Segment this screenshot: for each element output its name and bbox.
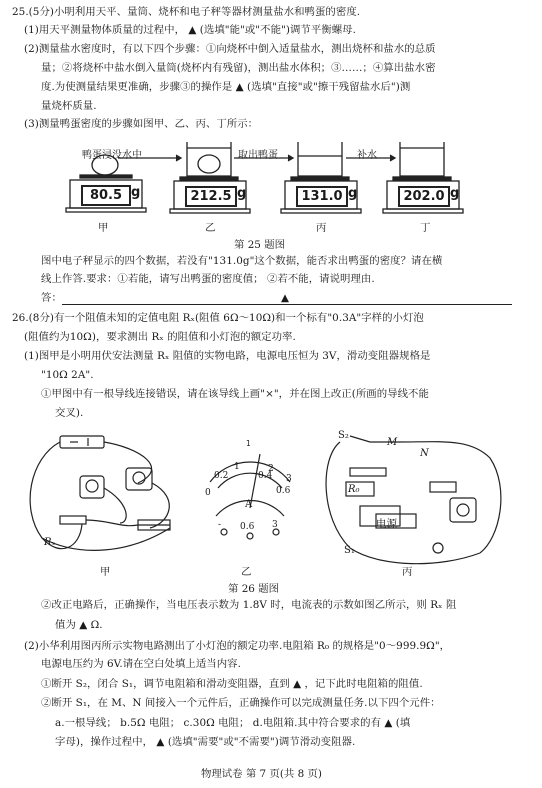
meter-tick-0-6: 0.6 xyxy=(276,486,291,496)
label-m: M xyxy=(387,437,398,448)
meter-tick-1: 1 xyxy=(234,462,240,472)
label-power: 电源 xyxy=(376,518,397,530)
figure-25-caption: 第 25 题图 xyxy=(234,239,285,251)
meter-terminal-3: 3 xyxy=(272,520,278,530)
scale-unit-1: g xyxy=(131,185,141,200)
q25-line8: 图中电子秤显示的四个数据，若没有"131.0g"这个数据，能否求出鸭蛋的密度？请在横 xyxy=(41,255,443,267)
q26-line13: a.一根导线； b.5Ω 电阻； c.30Ω 电阻； d.电阻箱.其中符合要求的有 ▲ (填 xyxy=(55,717,411,729)
label-yi-25: 乙 xyxy=(205,222,216,234)
q26-line14: 字母)，操作过程中， ▲ (选填"需要"或"不需要")调节滑动变阻器. xyxy=(55,736,356,748)
q25-line1: 25.(5分)小明利用天平、量筒、烧杯和电子秤等器材测量盐水和鸭蛋的密度. xyxy=(12,6,361,18)
q25-line3: (2)测量盐水密度时，有以下四个步骤：①向烧杯中倒入适量盐水，测出烧杯和盐水的总质 xyxy=(24,43,436,55)
label-rx: Rₓ xyxy=(44,537,56,548)
q26-line10: 电源电压约为 6V.请在空白处填上适当内容. xyxy=(41,658,241,670)
meter-tick-0: 0 xyxy=(205,488,211,498)
scale-unit-3: g xyxy=(348,186,358,201)
q25-answer-mark: ▲ xyxy=(281,292,290,304)
q25-answer-label: 答： xyxy=(41,292,62,304)
scale-unit-2: g xyxy=(237,186,247,201)
q25-line4: 量；②将烧杯中盐水倒入量筒(烧杯内有残留)，测出盐水体积；③……；④算出盐水密 xyxy=(41,62,436,74)
q25-line2: (1)用天平测量物体质量的过程中， ▲ (选填"能"或"不能")调节平衡螺母. xyxy=(24,24,356,36)
figure-26-caption: 第 26 题图 xyxy=(228,583,279,595)
q26-line8: 值为 ▲ Ω. xyxy=(55,619,103,631)
q26-line9: (2)小华利用图丙所示实物电路测出了小灯泡的额定功率.电阻箱 R₀ 的规格是"0～999.9Ω"， xyxy=(24,640,451,652)
scale-unit-4: g xyxy=(450,186,460,201)
label-s2: S₂ xyxy=(338,430,349,441)
arrow-label-remove: 取出鸭蛋 xyxy=(238,150,278,161)
page-footer: 物理试卷 第 7 页(共 8 页) xyxy=(201,768,322,780)
q26-line4: "10Ω 2A". xyxy=(41,369,94,381)
scale-reading-3: 131.0 xyxy=(296,186,348,207)
meter-tick-3: 3 xyxy=(286,474,292,484)
label-bing-26: 丙 xyxy=(402,566,413,578)
q26-line12: ②断开 S₁，在 M、N 间接入一个元件后，正确操作可以完成测量任务.以下四个元件： xyxy=(41,697,441,709)
label-r0: R₀ xyxy=(348,484,360,495)
label-yi-26: 乙 xyxy=(241,566,252,578)
figure-26-circuits xyxy=(20,428,530,578)
meter-terminal-neg: - xyxy=(218,520,222,530)
q26-line11: ①断开 S₂，闭合 S₁，调节电阻箱和滑动变阻器，直到 ▲ ，记下此时电阻箱的阻值. xyxy=(41,678,423,690)
label-ding-25: 丁 xyxy=(420,222,431,234)
meter-tick-0-2: 0.2 xyxy=(214,471,229,481)
q26-line3: (1)图甲是小明用伏安法测量 Rₓ 阻值的实物电路，电源电压恒为 3V，滑动变阻器规格是 xyxy=(24,350,431,362)
meter-tick-0-4: 0.4 xyxy=(258,471,273,481)
q26-line7: ②改正电路后，正确操作，当电压表示数为 1.8V 时，电流表的示数如图乙所示，则 Rₓ 阻 xyxy=(41,599,457,611)
q25-line9: 线上作答.要求：①若能，请写出鸭蛋的密度值； ②若不能，请说明理由. xyxy=(41,273,375,285)
label-bing-25: 丙 xyxy=(316,222,327,234)
q25-line7: (3)测量鸭蛋密度的步骤如图甲、乙、丙、丁所示： xyxy=(24,118,259,130)
q26-line2: (阻值约为10Ω)，要求测出 Rₓ 的阻值和小灯泡的额定功率. xyxy=(24,331,296,343)
arrow-label-refill: 补水 xyxy=(357,150,377,161)
q26-line5: ①甲图中有一根导线连接错误，请在该导线上画"×"，并在图上改正(所画的导线不能 xyxy=(41,388,429,400)
meter-tick-2: 2 xyxy=(268,464,274,474)
meter-terminal-0-6: 0.6 xyxy=(240,522,255,532)
label-s1: S₁ xyxy=(344,545,355,556)
q25-line6: 量烧杯质量. xyxy=(41,100,97,112)
label-jia-25: 甲 xyxy=(98,222,109,234)
arrow-label-immerse: 鸭蛋浸没水中 xyxy=(82,150,142,161)
label-n: N xyxy=(420,448,429,459)
q25-line5: 度.为使测量结果更准确，步骤③的操作是 ▲ (选填"直接"或"擦干残留盐水后")测 xyxy=(41,81,411,93)
q26-line1: 26.(8分)有一个阻值未知的定值电阻 Rₓ(阻值 6Ω～10Ω)和一个标有"0.3A"字样的小灯泡 xyxy=(12,312,424,324)
scale-reading-2: 212.5 xyxy=(185,186,237,207)
meter-unit: A xyxy=(245,499,253,510)
label-jia-26: 甲 xyxy=(100,566,111,578)
scale-reading-4: 202.0 xyxy=(398,186,450,207)
scale-reading-1: 80.5 xyxy=(81,185,131,206)
svg-text:1: 1 xyxy=(246,439,251,448)
q26-line6: 交叉). xyxy=(55,407,84,419)
